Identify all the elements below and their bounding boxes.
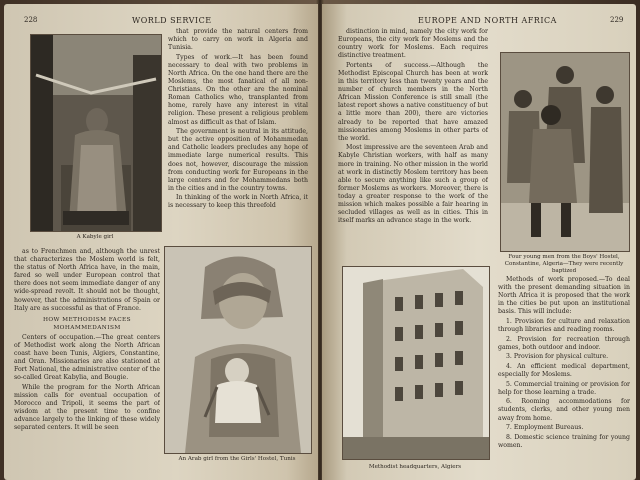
kabyle-girl-photo xyxy=(30,34,162,232)
right-page-column-bottom-right xyxy=(498,276,630,476)
headquarters-caption: Methodist headquarters, Algiers xyxy=(368,464,462,470)
boys-hostel-caption: Four young men from the Boys' Hostel, Constantine, Algeria—They were recently baptized xyxy=(504,254,624,274)
list-item: 4. An efficient medical department, especially for Moslems. xyxy=(498,362,630,379)
right-page-column-top-left xyxy=(338,28,488,258)
paragraph: The government is neutral in its attitude, but the active opposition of Mohammedan and Catholic leaders precludes any hope of immediate large numerical results. This does not, however, discourage the mission from conducting work for Europeans in the large centers and for Mohammedans both in the cities and in the country towns. xyxy=(168,128,308,192)
paragraph: distinction in mind, namely the city work for Europeans, the city work for Moslems and the country work for Moslems. Each requires distinctive treatment. xyxy=(338,28,488,60)
left-page-number: 228 xyxy=(24,16,38,24)
right-running-head: EUROPE AND NORTH AFRICA xyxy=(418,16,557,25)
paragraph: Portents of success.—Although the Methodist Episcopal Church has been at work in this territory less than twenty years and the number of church members in the North African Mission Conference is still small (the latest report shows a native constituency of but a little more than 200), there are victories already to be reported that have amazed missionaries among Moslems in other parts of the world. xyxy=(338,61,488,142)
list-item: 7. Employment Bureaus. xyxy=(506,424,584,432)
paragraph: Types of work.—It has been found necessary to deal with two problems in North Africa. On the one hand there are the Moslems, the most fanatical of all non-Christians. On the other are the nominal Roman Catholics who, transplanted from home, rarely have any interest in vital religion. These present a religious problem almost as difficult as that of Islam. xyxy=(168,53,308,126)
list-item: 6. Rooming accommodations for students, clerks, and other young men away from home. xyxy=(498,398,630,422)
list-item: 3. Provision for physical culture. xyxy=(506,353,609,361)
paragraph: as to Frenchmen and, although the unrest that characterizes the Moslem world is felt, the status of North Africa have, in the main, fared so well under European control that there does not seem immediate danger of any wide-spread revolt. It should not be thought, however, that the administrations of Spain or Italy are as successful as that of France. xyxy=(14,248,160,312)
right-page xyxy=(322,4,636,480)
paragraph: Most impressive are the seventeen Arab and Kabyle Christian workers, with half as many more in training. No other mission in the world at work in distinctly Moslem territory has been able to secure anything like such a group of former Moslems as workers. Moreover, there is today a greater response to the work of the mission which makes possible a fair hearing in secluded villages as well as in cities. This in itself marks an advance stage in the work. xyxy=(338,144,488,225)
section-heading: HOW METHODISM FACES MOHAMMEDANISM xyxy=(42,316,132,331)
headquarters-photo xyxy=(342,266,490,460)
left-page-column-bottom-left xyxy=(14,248,160,474)
kabyle-girl-image xyxy=(31,35,161,231)
right-page-number: 229 xyxy=(610,16,624,24)
left-page xyxy=(4,4,318,480)
arab-girl-image xyxy=(165,247,311,453)
four-young-men-image xyxy=(501,53,629,251)
paragraph: Methods of work proposed.—To deal with the present demanding situation in North Africa it is proposed that the work in the cities be put upon an institutional basis. This will include: xyxy=(498,276,630,316)
paragraph: Centers of occupation.—The great centers of Methodist work along the North African coast have been Tunis, Algiers, Constantine, and Oran. Missionaries are also stationed at Fort National, the administrative center of the so-called Great Kabylia, and Bougie. xyxy=(14,333,160,382)
paragraph: While the program for the North African mission calls for eventual occupation of Morocco and Tripoli, it seems the part of wisdom at the present time to confine advance largely to the linking of these widely separated centers. It will be seen xyxy=(14,384,160,432)
arab-girl-caption: An Arab girl from the Girls' Hostel, Tunis xyxy=(178,456,296,462)
boys-hostel-photo xyxy=(500,52,630,252)
methodist-headquarters-image xyxy=(343,267,489,459)
left-running-head: WORLD SERVICE xyxy=(132,16,212,25)
arab-girl-photo xyxy=(164,246,312,454)
list-item: 1. Provision for culture and relaxation through libraries and reading rooms. xyxy=(498,317,630,334)
kabyle-girl-caption: A Kabyle girl xyxy=(76,234,114,240)
list-item: 5. Commercial training or provision for help for those learning a trade. xyxy=(498,380,630,396)
left-page-column-top-right xyxy=(168,28,308,244)
paragraph: that provide the natural centers from which to carry on work in Algeria and Tunisia. xyxy=(168,28,308,52)
paragraph: In thinking of the work in North Africa, it is necessary to keep this threefold xyxy=(168,194,308,210)
list-item: 2. Provision for recreation through games, both outdoor and indoor. xyxy=(498,335,630,351)
list-item: 8. Domestic science training for young women. xyxy=(498,433,630,449)
